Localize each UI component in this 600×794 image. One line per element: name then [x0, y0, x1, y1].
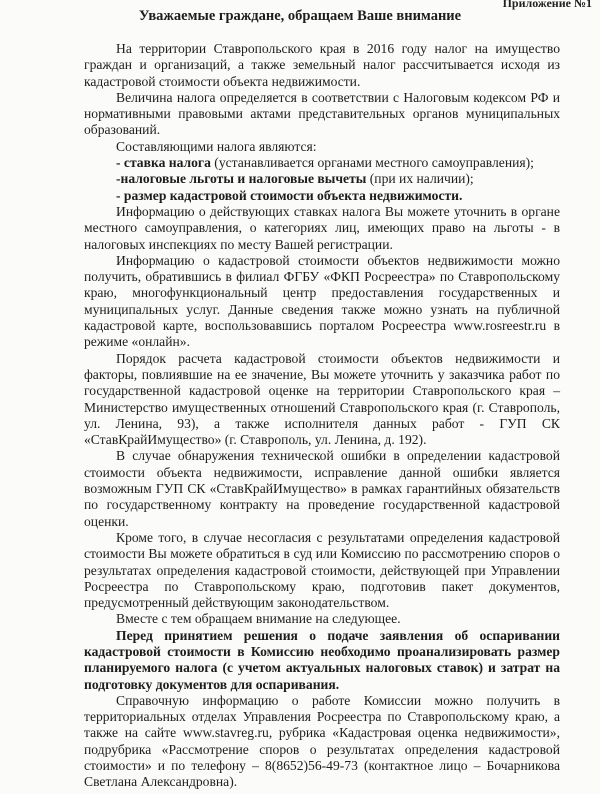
paragraph-calculation-order: Порядок расчета кадастровой стоимости объектов недвижимости и факторы, повлиявшие на ее значение, Вы можете уточнить у заказчика работ по государственной кадастровой оценке на территории Ставропольского края – Министерство имущественных отношений Ставропольского края (г. Ставрополь, ул. Ленина, 93), а также исполнителя данных работ - ГУП СК «СтавКрайИмущество» (г. Ставрополь, ул. Ленина, д. 192).	[84, 350, 560, 448]
appendix-label: Приложение №1	[502, 0, 592, 10]
component-rate-bold: - ставка налога	[116, 155, 211, 171]
component-benefits	[84, 171, 560, 187]
component-rate-note: (устанавливается органами местного самоуправления);	[210, 155, 534, 171]
component-cadastral-value	[84, 188, 560, 204]
document-body	[84, 41, 560, 791]
paragraph-rates-info: Информацию о действующих ставках налога Вы можете уточнить в органе местного самоуправления, о категориях лиц, имеющих право на льготы - в налоговых инспекциях по месту Вашей регистрации.	[84, 203, 560, 252]
components-intro: Составляющими налога являются:	[116, 138, 317, 154]
paragraph-technical-error: В случае обнаружения технической ошибки в определении кадастровой стоимости объекта недвижимости, исправление данной ошибки является возможным ГУП СК «СтавКрайИмущество» в рамках гарантийных обязательств по государственному контракту на проведение государственной кадастровой оценки.	[84, 448, 560, 529]
component-rate	[84, 155, 560, 171]
paragraph-reference-info: Справочную информацию о работе Комиссии можно получить в территориальных отделах Управления Росреестра по Ставропольскому краю, а также на сайте www.stavreg.ru, рубрика «Кадастровая оценка недвижимости», подрубрика «Рассмотрение споров о результатах определения кадастровой стоимости» и по телефону – 8(8652)56-49-73 (контактное лицо – Бочарникова Светлана Александровна).	[84, 692, 560, 790]
paragraph-warning: Перед принятием решения о подаче заявления об оспаривании кадастровой стоимости в Комиссию необходимо проанализировать размер планируемого налога (с учетом актуальных налоговых ставок) и затрат на подготовку документов для оспаривания.	[84, 627, 560, 692]
component-benefits-note: (при их наличии);	[366, 171, 474, 187]
paragraph-cadastral-info: Информацию о кадастровой стоимости объектов недвижимости можно получить, обратившись в филиал ФГБУ «ФКП Росреестра» по Ставропольскому краю, многофункциональный центр предоставления государственных и муниципальных услуг. Данные сведения также можно узнать на публичной кадастровой карте, воспользовавшись порталом Росреестра www.rosreestr.ru в режиме «онлайн».	[84, 252, 560, 350]
paragraph-tax-base: На территории Ставропольского края в 2016 году налог на имущество граждан и организаций, а также земельный налог рассчитывается исходя из кадастровой стоимости объекта недвижимости.	[84, 41, 560, 89]
page-title: Уважаемые граждане, обращаем Ваше внимание	[138, 8, 462, 24]
paragraph-tax-amount: Величина налога определяется в соответствии с Налоговым кодексом РФ и нормативными правовыми актами представительных органов муниципальных образований.	[84, 89, 560, 138]
component-benefits-bold: -налоговые льготы и налоговые вычеты	[116, 171, 367, 187]
paragraph-attention: Вместе с тем обращаем внимание на следующее.	[116, 611, 401, 627]
paragraph-disagreement: Кроме того, в случае несогласия с результатами определения кадастровой стоимости Вы можете обратиться в суд или Комиссию по рассмотрению споров о результатах определения кадастровой стоимости, действующей при Управлении Росреестра по Ставропольскому краю, подготовив пакет документов, предусмотренный действующим законодательством.	[84, 529, 560, 611]
component-cadastral-value-bold: - размер кадастровой стоимости объекта недвижимости.	[116, 187, 463, 203]
